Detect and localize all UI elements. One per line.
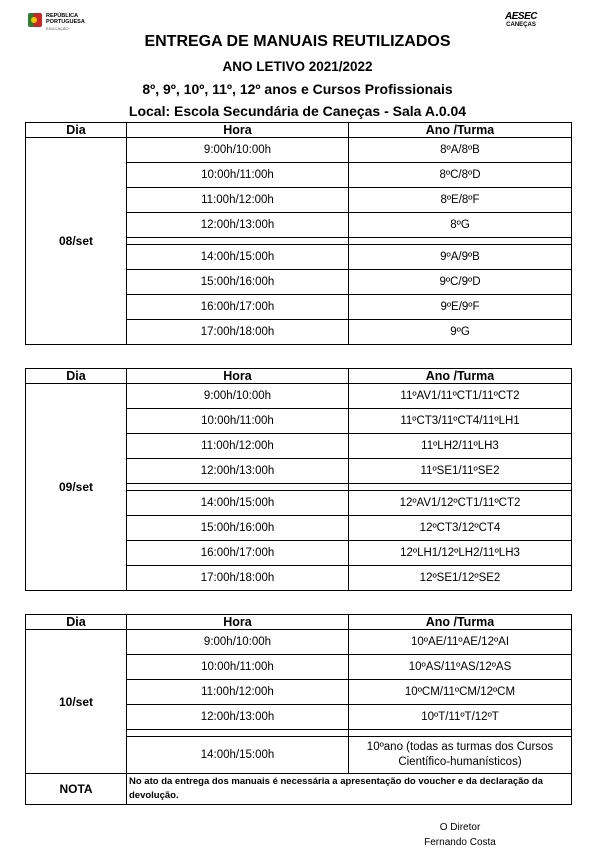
schedule-table-08set: [25, 122, 572, 345]
col-header-day: Dia: [26, 615, 127, 630]
time-cell: 11:00h/12:00h: [127, 680, 349, 705]
gap-cell: [349, 730, 572, 737]
logo-left-line1: REPÚBLICA: [46, 13, 79, 19]
table-row: [26, 630, 572, 655]
class-cell: 8ºC/8ºD: [349, 163, 572, 188]
class-cell: 11ºSE1/11ºSE2: [349, 459, 572, 484]
school-logo-line2: CANEÇAS: [506, 22, 536, 28]
gap-cell: [349, 484, 572, 491]
time-cell: 12:00h/13:00h: [127, 705, 349, 730]
day-cell: 09/set: [26, 384, 127, 591]
table-row: [26, 384, 572, 409]
class-cell: 9ºE/9ºF: [349, 295, 572, 320]
class-cell: 10ºano (todas as turmas dos Cursos Científico-humanísticos): [349, 737, 572, 774]
class-cell: 8ºG: [349, 213, 572, 238]
gap-cell: [127, 484, 349, 491]
gap-cell: [349, 238, 572, 245]
time-cell: 17:00h/18:00h: [127, 566, 349, 591]
time-cell: 15:00h/16:00h: [127, 516, 349, 541]
class-cell: 10ºCM/11ºCM/12ºCM: [349, 680, 572, 705]
time-cell: 11:00h/12:00h: [127, 434, 349, 459]
class-cell: 10ºT/11ºT/12ºT: [349, 705, 572, 730]
class-cell: 12ºCT3/12ºCT4: [349, 516, 572, 541]
time-cell: 14:00h/15:00h: [127, 491, 349, 516]
nota-text: No ato da entrega dos manuais é necessária a apresentação do voucher e da declaração da devolução.: [127, 774, 572, 805]
time-cell: 11:00h/12:00h: [127, 188, 349, 213]
time-cell: 9:00h/10:00h: [127, 384, 349, 409]
col-header-day: Dia: [26, 123, 127, 138]
class-cell: 10ºAS/11ºAS/12ºAS: [349, 655, 572, 680]
nota-row: [26, 774, 572, 805]
schedule-table-09set: [25, 368, 572, 591]
signature-name: Fernando Costa: [424, 837, 496, 848]
time-cell: 15:00h/16:00h: [127, 270, 349, 295]
nota-label: NOTA: [26, 774, 127, 805]
time-cell: 12:00h/13:00h: [127, 459, 349, 484]
table-header-row: [26, 615, 572, 630]
day-cell: 10/set: [26, 630, 127, 774]
col-header-time: Hora: [127, 123, 349, 138]
time-cell: 14:00h/15:00h: [127, 737, 349, 774]
class-cell: 9ºC/9ºD: [349, 270, 572, 295]
school-year: ANO LETIVO 2021/2022: [222, 59, 373, 74]
table-header-row: [26, 123, 572, 138]
logo-left-sub: EDUCAÇÃO: [46, 26, 69, 31]
time-cell: 16:00h/17:00h: [127, 541, 349, 566]
class-cell: 11ºCT3/11ºCT4/11ºLH1: [349, 409, 572, 434]
class-cell: 8ºE/8ºF: [349, 188, 572, 213]
col-header-class: Ano /Turma: [349, 615, 572, 630]
location-line: Local: Escola Secundária de Caneças - Sala A.0.04: [128, 103, 467, 119]
grades-line: 8º, 9º, 10º, 11º, 12º anos e Cursos Profissionais: [142, 81, 453, 97]
col-header-class: Ano /Turma: [349, 123, 572, 138]
republic-logo: [28, 10, 108, 32]
class-cell: 8ºA/8ºB: [349, 138, 572, 163]
class-cell: 9ºA/9ºB: [349, 245, 572, 270]
time-cell: 9:00h/10:00h: [127, 630, 349, 655]
col-header-class: Ano /Turma: [349, 369, 572, 384]
time-cell: 10:00h/11:00h: [127, 655, 349, 680]
time-cell: 16:00h/17:00h: [127, 295, 349, 320]
time-cell: 12:00h/13:00h: [127, 213, 349, 238]
logo-left-text: [46, 13, 85, 25]
class-cell: 11ºAV1/11ºCT1/11ºCT2: [349, 384, 572, 409]
school-logo-line1: AESEC: [505, 11, 537, 22]
document-title: ENTREGA DE MANUAIS REUTILIZADOS: [144, 33, 451, 50]
class-cell: 9ºG: [349, 320, 572, 345]
time-cell: 14:00h/15:00h: [127, 245, 349, 270]
school-logo: [499, 11, 543, 33]
time-cell: 9:00h/10:00h: [127, 138, 349, 163]
time-cell: 10:00h/11:00h: [127, 163, 349, 188]
class-cell: 11ºLH2/11ºLH3: [349, 434, 572, 459]
table-row: [26, 138, 572, 163]
logo-left-line2: PORTUGUESA: [46, 19, 85, 25]
time-cell: 10:00h/11:00h: [127, 409, 349, 434]
col-header-time: Hora: [127, 615, 349, 630]
table-header-row: [26, 369, 572, 384]
class-cell: 12ºLH1/12ºLH2/11ºLH3: [349, 541, 572, 566]
schedule-table-10set: [25, 614, 572, 805]
col-header-day: Dia: [26, 369, 127, 384]
time-cell: 17:00h/18:00h: [127, 320, 349, 345]
class-cell: 10ºAE/11ºAE/12ºAI: [349, 630, 572, 655]
gap-cell: [127, 730, 349, 737]
class-cell: 12ºAV1/12ºCT1/11ºCT2: [349, 491, 572, 516]
signature-role: O Diretor: [439, 822, 481, 833]
day-cell: 08/set: [26, 138, 127, 345]
coat-of-arms-icon: [28, 13, 42, 27]
class-cell: 12ºSE1/12ºSE2: [349, 566, 572, 591]
col-header-time: Hora: [127, 369, 349, 384]
gap-cell: [127, 238, 349, 245]
